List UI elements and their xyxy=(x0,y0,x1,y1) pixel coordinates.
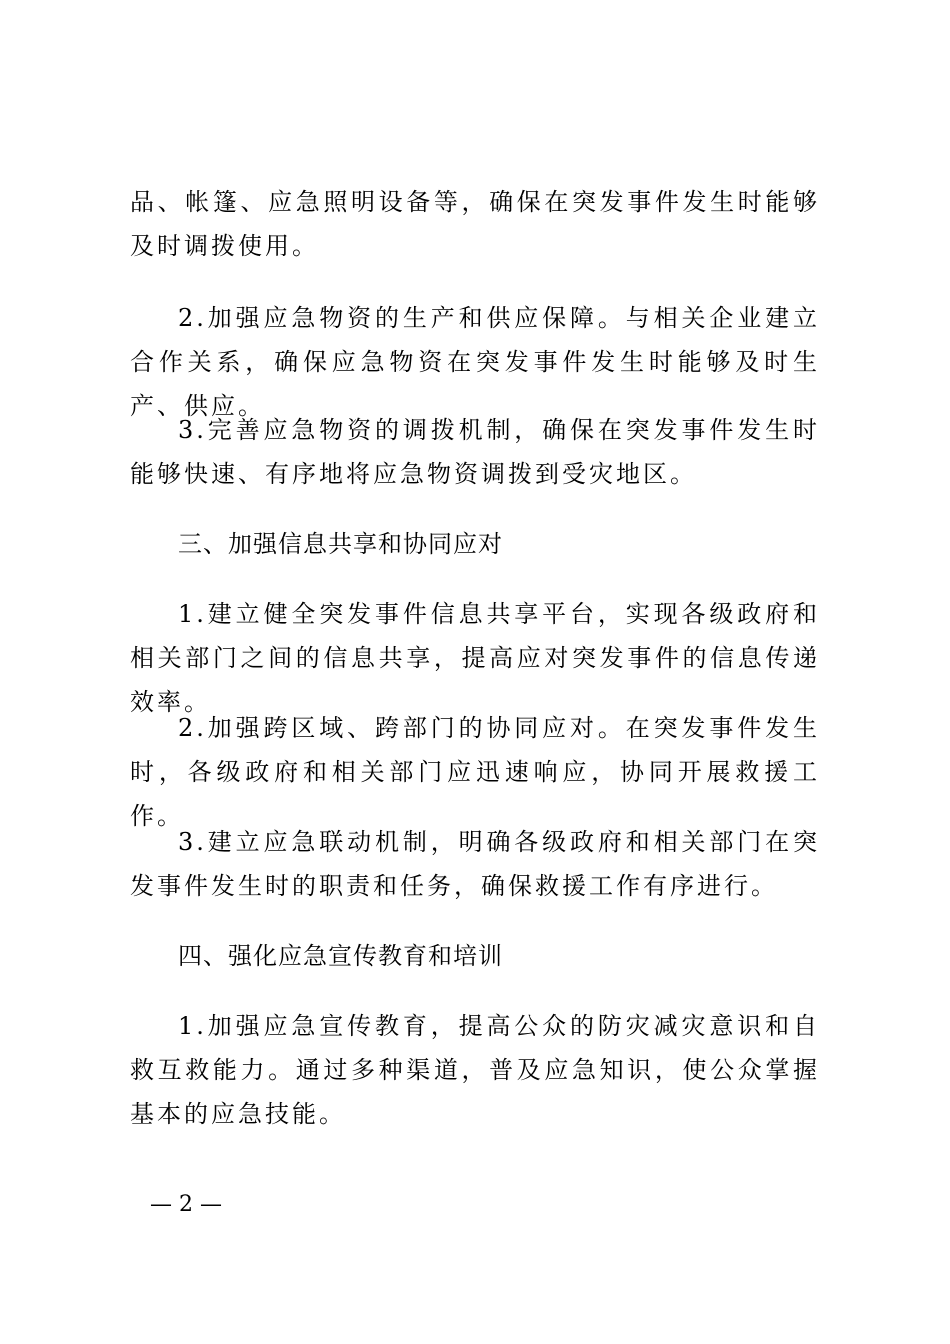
paragraph-linkage-mechanism: 3.建立应急联动机制，明确各级政府和相关部门在突发事件发生时的职责和任务，确保救援工作有序进行。 xyxy=(130,828,820,900)
paragraph-supply-guarantee: 2.加强应急物资的生产和供应保障。与相关企业建立合作关系，确保应急物资在突发事件发生时能够及时生产、供应。 xyxy=(130,304,820,420)
section-heading-three: 三、加强信息共享和协同应对 xyxy=(178,530,503,558)
page-number: — 2 — xyxy=(150,1192,222,1217)
paragraph-coordination: 2.加强跨区域、跨部门的协同应对。在突发事件发生时，各级政府和相关部门应迅速响应，协同开展救援工作。 xyxy=(130,714,820,830)
paragraph-publicity-education: 1.加强应急宣传教育，提高公众的防灾减灾意识和自救互救能力。通过多种渠道，普及应急知识，使公众掌握基本的应急技能。 xyxy=(130,1012,820,1128)
paragraph-allocation-mechanism: 3.完善应急物资的调拨机制，确保在突发事件发生时能够快速、有序地将应急物资调拨到受灾地区。 xyxy=(130,416,820,488)
paragraph-info-sharing: 1.建立健全突发事件信息共享平台，实现各级政府和相关部门之间的信息共享，提高应对突发事件的信息传递效率。 xyxy=(130,600,820,716)
section-heading-four: 四、强化应急宣传教育和培训 xyxy=(178,942,503,970)
paragraph-continued: 品、帐篷、应急照明设备等，确保在突发事件发生时能够及时调拨使用。 xyxy=(130,188,820,260)
